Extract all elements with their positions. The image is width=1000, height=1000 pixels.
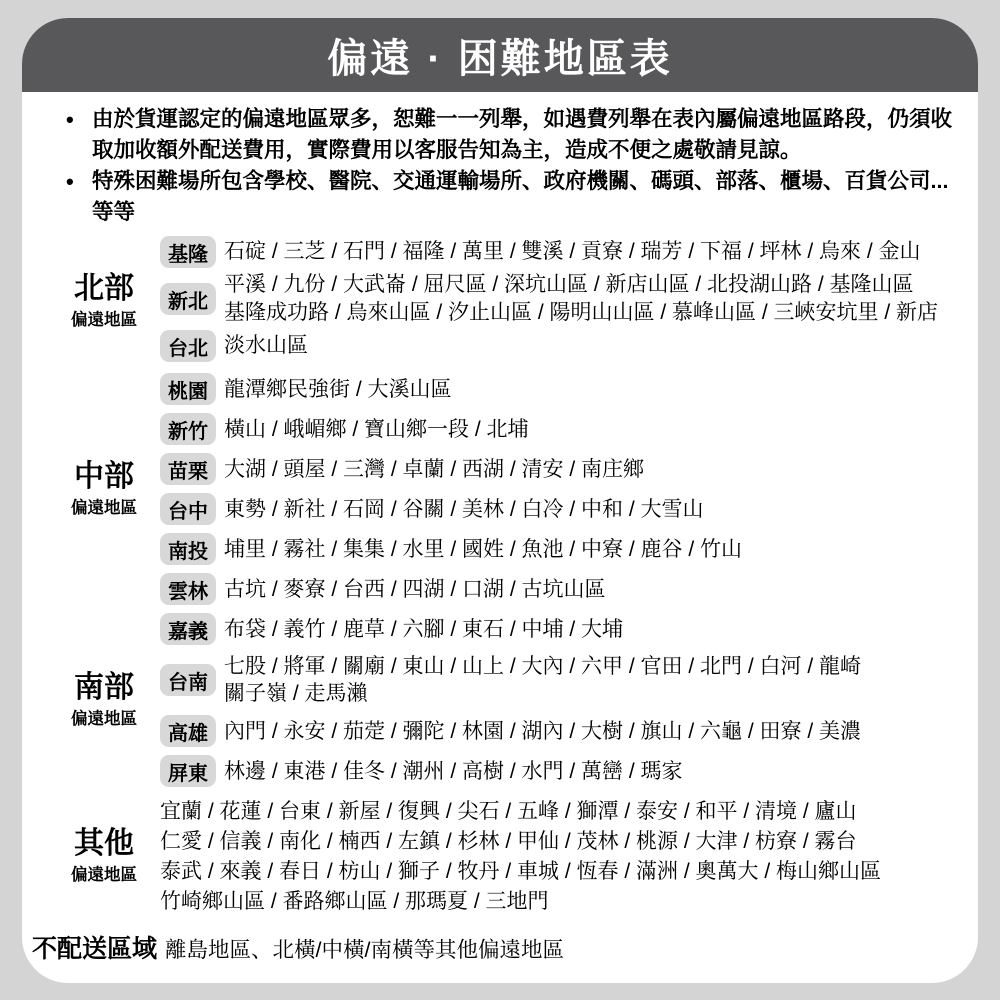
region-subtitle: 偏遠地區 (71, 310, 137, 329)
area-list: 龍潭鄉民強街 / 大溪山區 (224, 377, 452, 401)
region-label-central (48, 373, 160, 605)
table-row (160, 271, 954, 327)
region-label-north (48, 236, 160, 365)
note-item (66, 104, 954, 166)
area-list-line: 七股 / 將軍 / 關廟 / 東山 / 山上 / 大內 / 六甲 / 官田 / 北門 / 白河 / 龍崎 (224, 655, 862, 678)
bullet-icon: • (66, 169, 74, 194)
table-row (160, 653, 954, 707)
area-list-line: 平溪 / 九份 / 大武崙 / 屈尺區 / 深坑山區 / 新店山區 / 北投湖山路 / 基隆山區 (224, 273, 914, 296)
page-title: 偏遠 · 困難地區表 (327, 36, 673, 81)
region-label-south (48, 613, 160, 787)
area-list (224, 653, 861, 707)
note-text: 由於貨運認定的偏遠地區眾多，恕難一一列舉，如遇費列舉在表內屬偏遠地區路段，仍須收取加收額外配送費用，實際費用以客服告知為主，造成不便之處敬請見諒。 (92, 107, 953, 162)
table-row (160, 715, 954, 747)
card-body (22, 92, 978, 965)
county-chip: 新竹 (160, 413, 216, 445)
county-chip: 台北 (160, 330, 216, 362)
no-delivery-text: 離島地區、北橫/中橫/南橫等其他偏遠地區 (165, 938, 564, 962)
county-chip: 苗栗 (160, 453, 216, 485)
bullet-icon: • (66, 107, 74, 132)
table-row (160, 493, 954, 525)
area-list-line: 關子嶺 / 走馬瀨 (224, 682, 368, 705)
region-label-other (48, 795, 160, 917)
section-content (160, 236, 954, 365)
area-list: 林邊 / 東港 / 佳冬 / 潮州 / 高樹 / 水門 / 萬巒 / 瑪家 (224, 759, 683, 783)
table-row (160, 453, 954, 485)
county-chip: 雲林 (160, 573, 216, 605)
table-row (160, 413, 954, 445)
table-row (160, 755, 954, 787)
county-chip: 桃園 (160, 373, 216, 405)
table-row (160, 533, 954, 565)
county-chip: 新北 (160, 283, 216, 315)
section-content (160, 373, 954, 605)
note-item (66, 166, 954, 228)
region-subtitle: 偏遠地區 (71, 499, 137, 517)
card-header (22, 18, 978, 92)
area-list-line: 基隆成功路 / 烏來山區 / 汐止山區 / 陽明山山區 / 慕峰山區 / 三峽安坑里 / 新店 (224, 301, 939, 324)
region-title: 北部 (74, 271, 134, 305)
section-north (48, 236, 954, 365)
area-list: 布袋 / 義竹 / 鹿草 / 六腳 / 東石 / 中埔 / 大埔 (224, 617, 624, 641)
section-content (160, 613, 954, 787)
area-list (224, 271, 938, 327)
county-chip: 高雄 (160, 715, 216, 747)
area-list-line: 竹崎鄉山區 / 番路鄉山區 / 那瑪夏 / 三地門 (160, 890, 549, 913)
area-list-line: 宜蘭 / 花蓮 / 台東 / 新屋 / 復興 / 尖石 / 五峰 / 獅潭 / 泰安 / 和平 / 清境 / 廬山 (160, 800, 857, 823)
table-row (160, 373, 954, 405)
county-chip: 南投 (160, 533, 216, 565)
region-subtitle: 偏遠地區 (71, 710, 137, 728)
no-delivery-label: 不配送區域 (32, 935, 158, 963)
table-row (160, 573, 954, 605)
table-row (160, 330, 954, 362)
area-list: 內門 / 永安 / 茄萣 / 彌陀 / 林園 / 湖內 / 大樹 / 旗山 / 六龜 / 田寮 / 美濃 (224, 719, 862, 743)
county-chip: 屏東 (160, 755, 216, 787)
area-list: 淡水山區 (224, 334, 308, 357)
county-chip: 台中 (160, 493, 216, 525)
area-list-line: 泰武 / 來義 / 春日 / 枋山 / 獅子 / 牧丹 / 車城 / 恆春 / 滿洲 / 奧萬大 / 梅山鄉山區 (160, 860, 882, 883)
section-central (48, 373, 954, 605)
area-list: 大湖 / 頭屋 / 三灣 / 卓蘭 / 西湖 / 清安 / 南庄鄉 (224, 457, 645, 481)
area-list-line: 仁愛 / 信義 / 南化 / 楠西 / 左鎮 / 杉林 / 甲仙 / 茂林 / 桃源 / 大津 / 枋寮 / 霧台 (160, 830, 857, 853)
region-subtitle: 偏遠地區 (71, 866, 137, 884)
remote-areas-card (22, 18, 978, 983)
section-content (160, 795, 954, 917)
region-title: 其他 (74, 827, 134, 860)
area-list: 古坑 / 麥寮 / 台西 / 四湖 / 口湖 / 古坑山區 (224, 577, 606, 601)
county-chip: 基隆 (160, 236, 216, 268)
region-title: 南部 (74, 671, 134, 704)
area-list: 石碇 / 三芝 / 石門 / 福隆 / 萬里 / 雙溪 / 貢寮 / 瑞芳 / 下福 / 坪林 / 烏來 / 金山 (224, 240, 921, 263)
section-south (48, 613, 954, 787)
notes (48, 104, 954, 228)
area-list: 東勢 / 新社 / 石岡 / 谷關 / 美林 / 白冷 / 中和 / 大雪山 (224, 497, 704, 521)
no-delivery-row (32, 929, 954, 965)
section-other (48, 795, 954, 917)
county-chip: 台南 (160, 664, 216, 696)
table-row (160, 236, 954, 268)
note-text: 特殊困難場所包含學校、醫院、交通運輸場所、政府機關、碼頭、部落、櫃場、百貨公司...等等 (92, 169, 949, 224)
table-row (160, 613, 954, 645)
area-list: 埔里 / 霧社 / 集集 / 水里 / 國姓 / 魚池 / 中寮 / 鹿谷 / 竹山 (224, 537, 743, 561)
area-list: 橫山 / 峨嵋鄉 / 寶山鄉一段 / 北埔 (224, 417, 529, 441)
county-chip: 嘉義 (160, 613, 216, 645)
region-title: 中部 (74, 460, 134, 493)
